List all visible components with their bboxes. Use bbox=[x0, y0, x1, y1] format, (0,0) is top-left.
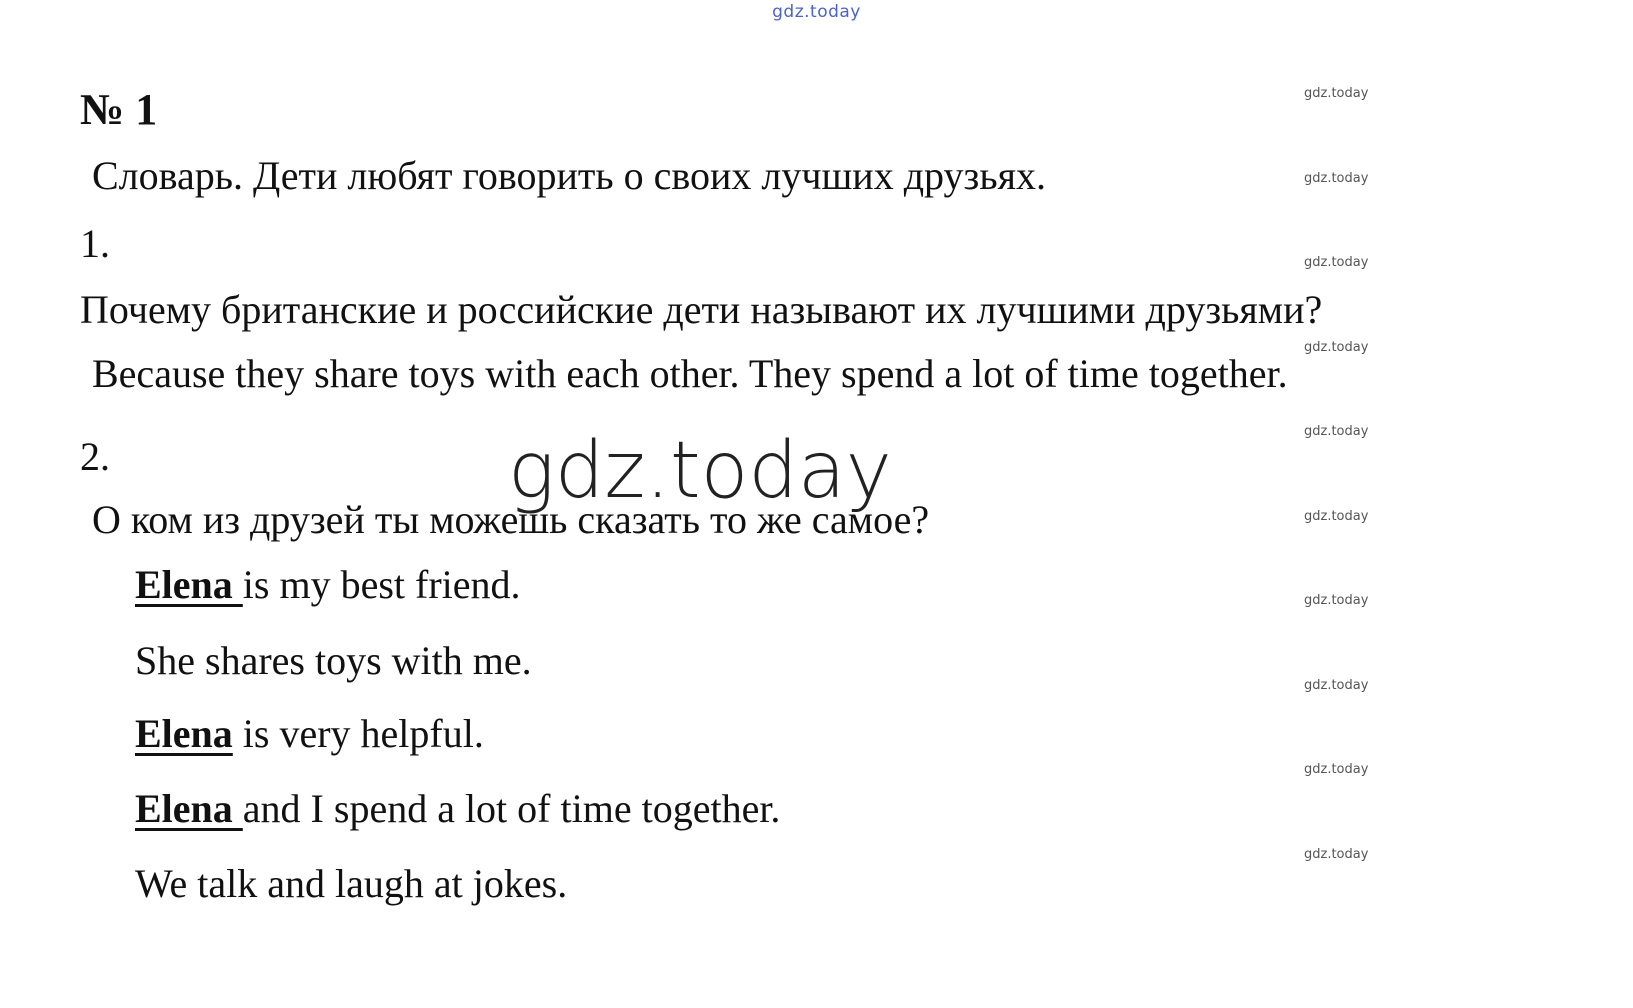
side-watermark: gdz.today bbox=[1304, 762, 1369, 777]
side-watermark: gdz.today bbox=[1304, 509, 1369, 524]
friend-name: Elena bbox=[135, 562, 243, 607]
answer-line bbox=[135, 786, 781, 831]
exercise-heading: № 1 bbox=[80, 85, 158, 134]
friend-name: Elena bbox=[135, 786, 243, 831]
side-watermark: gdz.today bbox=[1304, 255, 1369, 270]
question-1-number: 1. bbox=[80, 221, 110, 266]
answer-line bbox=[135, 638, 532, 683]
question-1-text: Почему британские и российские дети называют их лучшими друзьями? bbox=[80, 287, 1323, 332]
intro-text: Словарь. Дети любят говорить о своих лучших друзьях. bbox=[92, 153, 1046, 198]
side-watermark: gdz.today bbox=[1304, 593, 1369, 608]
question-2-text: О ком из друзей ты можешь сказать то же самое? bbox=[92, 497, 930, 542]
question-1-answer: Because they share toys with each other. They spend a lot of time together. bbox=[92, 351, 1288, 396]
side-watermark: gdz.today bbox=[1304, 678, 1369, 693]
answer-text: is my best friend. bbox=[242, 562, 521, 607]
center-watermark: gdz.today bbox=[508, 426, 892, 516]
side-watermark: gdz.today bbox=[1304, 86, 1369, 101]
side-watermark: gdz.today bbox=[1304, 424, 1369, 439]
answer-line bbox=[135, 861, 568, 906]
side-watermark: gdz.today bbox=[1304, 847, 1369, 862]
side-watermark: gdz.today bbox=[1304, 171, 1369, 186]
answer-text: is very helpful. bbox=[232, 711, 484, 756]
answer-line bbox=[135, 562, 521, 607]
friend-name: Elena bbox=[135, 711, 233, 756]
question-2-number: 2. bbox=[80, 434, 110, 479]
answer-line bbox=[135, 711, 484, 756]
answer-text: and I spend a lot of time together. bbox=[242, 786, 781, 831]
answer-text: She shares toys with me. bbox=[135, 638, 532, 683]
answer-text: We talk and laugh at jokes. bbox=[135, 861, 568, 906]
top-watermark: gdz.today bbox=[772, 2, 861, 22]
side-watermark: gdz.today bbox=[1304, 340, 1369, 355]
